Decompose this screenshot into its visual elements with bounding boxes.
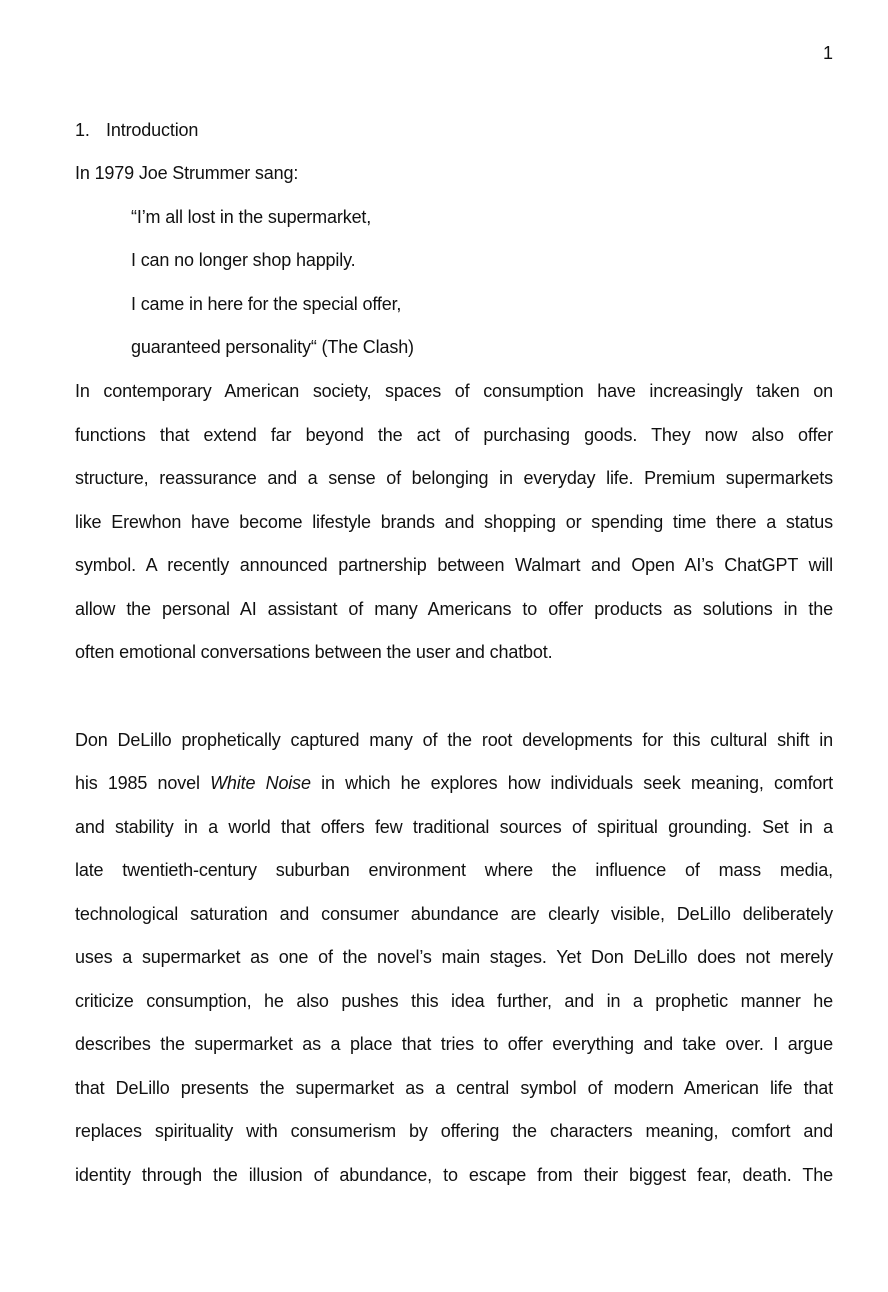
paragraph-line: describes the supermarket as a place that tries to offer everything and take over. I argue: [75, 1034, 833, 1054]
paragraph-line: functions that extend far beyond the act of purchasing goods. They now also offer: [75, 425, 833, 445]
paragraph-line: like Erewhon have become lifestyle brands and shopping or spending time there a status: [75, 512, 833, 532]
paragraph-line: and stability in a world that offers few traditional sources of spiritual grounding. Set in a: [75, 817, 833, 837]
heading-number: 1.: [75, 120, 90, 140]
paragraph-line: allow the personal AI assistant of many Americans to offer products as solutions in the: [75, 599, 833, 619]
quote-line: “I’m all lost in the supermarket,: [131, 207, 372, 227]
paragraph-line: that DeLillo presents the supermarket as a central symbol of modern American life that: [75, 1078, 833, 1098]
paragraph-line: late twentieth-century suburban environment where the influence of mass media,: [75, 860, 833, 880]
page-number: 1: [822, 43, 833, 63]
paragraph-line: In contemporary American society, spaces of consumption have increasingly taken on: [75, 381, 833, 401]
paragraph-line: Don DeLillo prophetically captured many of the root developments for this cultural shift in: [75, 730, 833, 750]
paragraph-line: technological saturation and consumer abundance are clearly visible, DeLillo deliberately: [75, 904, 833, 924]
heading-title: Introduction: [106, 120, 199, 140]
paragraph-line: symbol. A recently announced partnership between Walmart and Open AI’s ChatGPT will: [75, 555, 833, 575]
paragraph-line: criticize consumption, he also pushes this idea further, and in a prophetic manner he: [75, 991, 833, 1011]
text-run: in which he explores how individuals seek meaning, comfort: [310, 773, 833, 793]
quote-line: guaranteed personality“ (The Clash): [131, 337, 414, 357]
paragraph-line: often emotional conversations between the user and chatbot.: [75, 642, 553, 662]
book-title: White Noise: [210, 773, 311, 793]
section-heading: [75, 119, 833, 141]
paragraph-line: structure, reassurance and a sense of belonging in everyday life. Premium supermarkets: [75, 468, 833, 488]
paragraph-line: replaces spirituality with consumerism by offering the characters meaning, comfort and: [75, 1121, 833, 1141]
paragraph-line: uses a supermarket as one of the novel’s main stages. Yet Don DeLillo does not merely: [75, 947, 833, 967]
paragraph-line: identity through the illusion of abundance, to escape from their biggest fear, death. The: [75, 1165, 833, 1185]
intro-line: In 1979 Joe Strummer sang:: [75, 163, 299, 183]
text-run: his 1985 novel: [75, 773, 211, 793]
paragraph-line: [75, 772, 833, 794]
quote-line: I can no longer shop happily.: [131, 250, 356, 270]
quote-line: I came in here for the special offer,: [131, 294, 402, 314]
